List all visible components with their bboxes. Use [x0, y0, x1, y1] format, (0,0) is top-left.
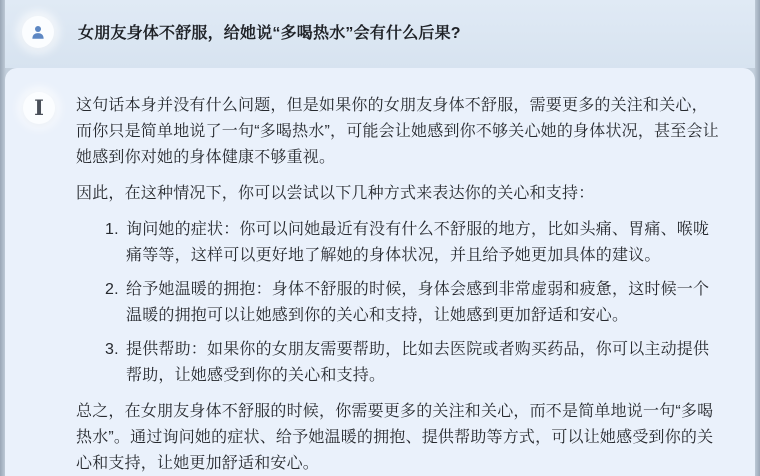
- assistant-avatar: [23, 92, 55, 124]
- list-item: [105, 217, 721, 269]
- list-item: [105, 277, 721, 329]
- suggestion-list: [76, 217, 721, 389]
- user-message-text: 女朋友身体不舒服，给她说“多喝热水”会有什么后果?: [78, 24, 461, 42]
- user-icon: [29, 23, 47, 41]
- assistant-logo-icon: I: [34, 94, 44, 120]
- user-avatar: [22, 16, 54, 48]
- answer-conclusion-paragraph: 总之，在女朋友身体不舒服的时候，你需要更多的关注和关心，而不是简单地说一句“多喝热水”。通过询问她的症状、给予她温暖的拥抱、提供帮助等方式，可以让她感受到你的关心和支持，让她更加舒适和安心。: [76, 403, 714, 472]
- assistant-message: [5, 68, 755, 476]
- user-message: [5, 0, 755, 68]
- list-item-text: 询问她的症状：你可以问她最近有没有什么不舒服的地方，比如头痛、胃痛、喉咙痛等等，这样可以更好地了解她的身体状况，并且给予她更加具体的建议。: [126, 221, 710, 264]
- list-item-number: 1.: [105, 221, 119, 238]
- list-item: [105, 337, 721, 389]
- list-item-text: 给予她温暖的拥抱：身体不舒服的时候，身体会感到非常虚弱和疲惫，这时候一个温暖的拥抱可以让她感到你的关心和支持，让她感到更加舒适和安心。: [126, 281, 710, 324]
- list-item-text: 提供帮助：如果你的女朋友需要帮助，比如去医院或者购买药品，你可以主动提供帮助，让她感受到你的关心和支持。: [126, 341, 710, 384]
- list-item-number: 3.: [105, 341, 119, 358]
- assistant-message-text: [76, 93, 721, 476]
- answer-leadin-paragraph: 因此，在这种情况下，你可以尝试以下几种方式来表达你的关心和支持：: [76, 185, 595, 202]
- list-item-number: 2.: [105, 281, 119, 298]
- answer-intro-paragraph: 这句话本身并没有什么问题，但是如果你的女朋友身体不舒服，需要更多的关注和关心，而你只是简单地说了一句“多喝热水”，可能会让她感到你不够关心她的身体状况，甚至会让她感到你对她的身体健康不够重视。: [76, 97, 719, 166]
